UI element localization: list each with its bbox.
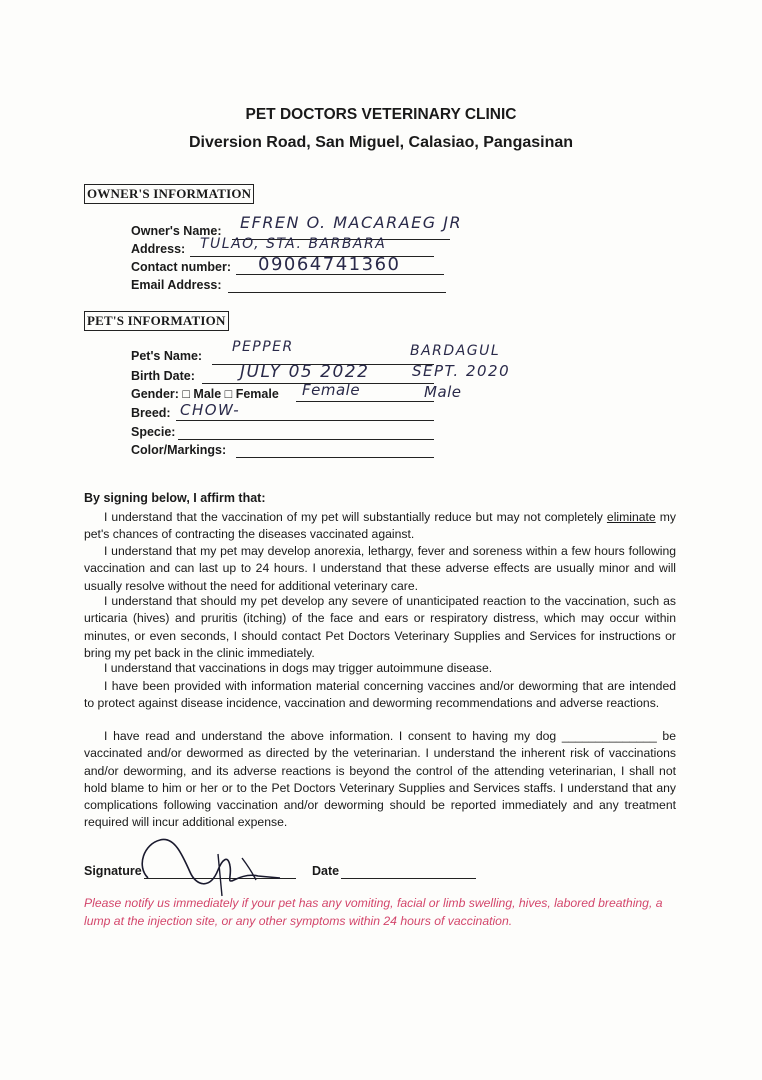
affirm-p1-post: my pet's chances of contracting the diseases vaccinated against. xyxy=(84,510,676,542)
date-line xyxy=(341,878,476,879)
breed-value: CHOW- xyxy=(180,401,241,419)
gender-label: Gender: □ Male □ Female xyxy=(131,387,279,401)
affirm-heading: By signing below, I affirm that: xyxy=(84,491,266,505)
pet-name-label: Pet's Name: xyxy=(131,349,203,363)
email-label: Email Address: xyxy=(131,278,222,292)
affirm-paragraph-5: I have been provided with information material concerning vaccines and/or deworming that are intended to protect against disease incidence, vaccination and deworming recommendations and adverse reactions. xyxy=(84,679,676,711)
email-line xyxy=(228,292,446,293)
affirm-p1-pre: I understand that the vaccination of my pet will substantially reduce but may not completely xyxy=(104,510,607,524)
contact-label: Contact number: xyxy=(131,260,231,274)
breed-line xyxy=(176,420,434,421)
address-value: TULAO, STA. BARBARA xyxy=(200,236,387,252)
gender-value: Female xyxy=(302,381,361,399)
gender-line xyxy=(296,401,434,402)
contact-value: 09064741360 xyxy=(258,254,401,275)
owner-section-title: OWNER'S INFORMATION xyxy=(84,184,254,204)
clinic-address: Diversion Road, San Miguel, Calasiao, Pangasinan xyxy=(188,134,574,151)
owner-name-value: EFREN O. MACARAEG JR xyxy=(240,213,463,232)
affirm-p1-underlined: eliminate xyxy=(606,510,656,524)
date-label: Date xyxy=(312,864,340,878)
affirm-paragraph-2: I understand that my pet may develop anorexia, lethargy, fever and soreness within a few hours following vaccination and can last up to 24 hours. I understand that these adverse effects are usually minor and will usually resolve without the need for additional veterinary care. xyxy=(84,544,676,593)
pet-name-value: PEPPER xyxy=(232,339,294,355)
color-markings-line xyxy=(236,457,434,458)
signature-label: Signature xyxy=(84,864,142,878)
pet-name-value-2: BARDAGUL xyxy=(410,343,501,359)
affirm-paragraph-6: I have read and understand the above information. I consent to having my dog ______________ be vaccinated and/or dewormed as directed by the veterinarian. I understand the inherent risk of vaccinations and/or deworming, and its adverse reactions is beyond the control of the attending veterinarian, I shall not hold blame to him or her or to the Pet Doctors Veterinary Supplies and Services staffs. I understand that any complications following vaccination and/or deworming should be reported immediately and any treatment required will incur additional expense. xyxy=(84,729,676,830)
birth-date-value: JULY 05 2022 xyxy=(240,362,370,382)
gender-value-2: Male xyxy=(424,383,462,401)
notice-text: Please notify us immediately if your pet has any vomiting, facial or limb swelling, hives, labored breathing, a lump at the injection site, or any other symptoms within 24 hours of vaccination. xyxy=(84,896,663,928)
address-label: Address: xyxy=(131,242,186,256)
specie-line xyxy=(178,439,434,440)
breed-label: Breed: xyxy=(131,406,171,420)
affirm-paragraph-1 xyxy=(84,509,676,544)
owner-name-label: Owner's Name: xyxy=(131,224,222,238)
pet-section-title: PET'S INFORMATION xyxy=(84,311,229,331)
specie-label: Specie: xyxy=(131,425,176,439)
clinic-name: PET DOCTORS VETERINARY CLINIC xyxy=(245,106,517,123)
color-markings-label: Color/Markings: xyxy=(131,443,227,457)
affirm-paragraph-3: I understand that should my pet develop any severe of unanticipated reaction to the vaccination, such as urticaria (hives) and pruritis (itching) of the face and ears or respiratory distress, which may occur within minutes, or even seconds, I should contact Pet Doctors Veterinary Supplies and Services for instructions or bring my pet back in the clinic immediately. xyxy=(84,594,676,660)
birth-date-label: Birth Date: xyxy=(131,369,195,383)
birth-date-value-2: SEPT. 2020 xyxy=(412,362,511,380)
affirm-paragraph-4: I understand that vaccinations in dogs may trigger autoimmune disease. xyxy=(104,661,493,675)
